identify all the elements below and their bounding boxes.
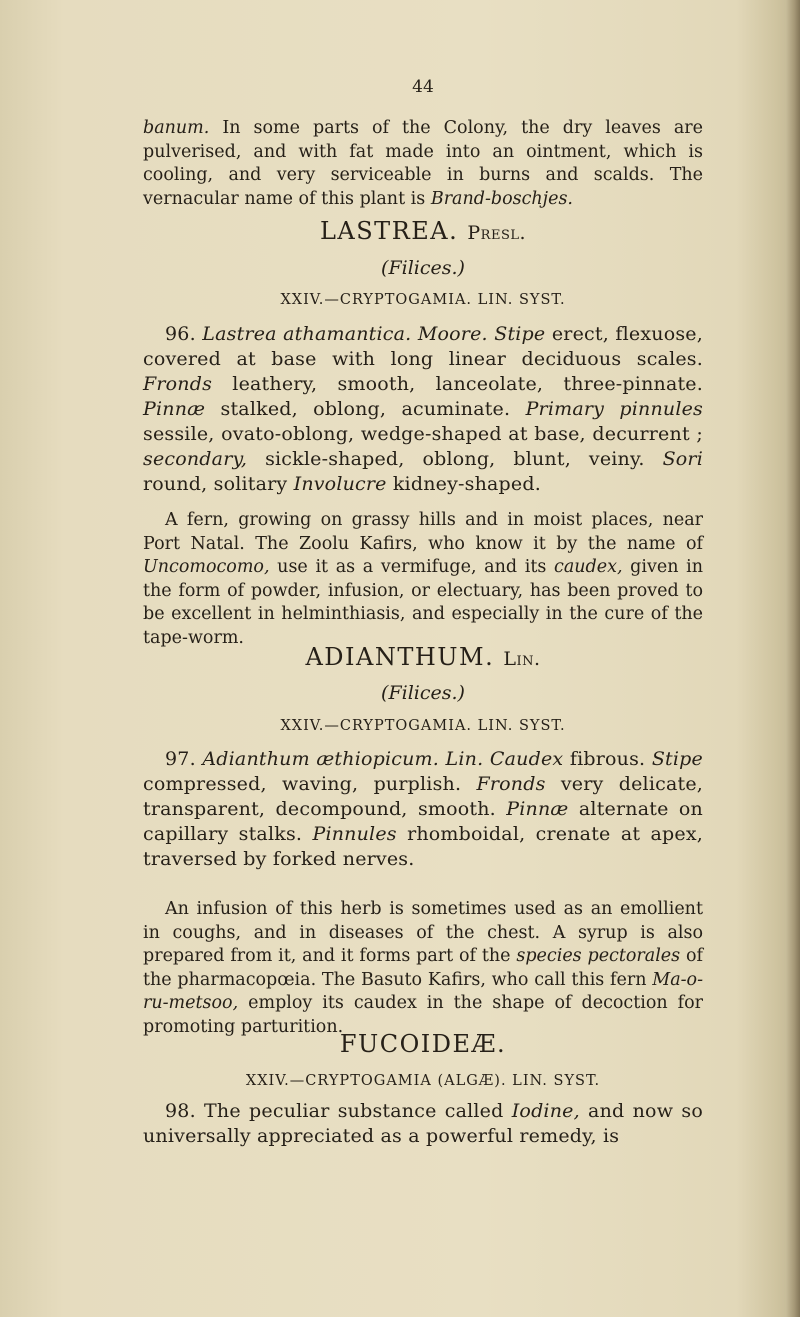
order-heading: (Filices.) — [381, 257, 465, 279]
page-edge-shadow — [786, 0, 800, 1317]
system-heading: XXIV.—CRYPTOGAMIA. LIN. SYST. — [280, 292, 566, 308]
page-number: 44 — [412, 77, 434, 97]
genus-heading-adianthum: ADIANTHUM. Lin. — [305, 643, 541, 671]
species-uses-96: A fern, growing on grassy hills and in moist places, near Port Natal. The Zoolu Kafirs, who know it by the name of Uncomocomo, use it as a vermifuge, and its caudex, given in the form of powder, infusion, or electuary, has been proved to be excellent in helminthiasis, and especially in the cure of the tape-worm. — [143, 510, 703, 648]
order-heading: (Filices.) — [381, 682, 465, 704]
species-name: Adianthum æthiopicum. — [202, 748, 439, 770]
continued-word: banum. — [143, 118, 210, 138]
species-description-97: 97. Adianthum æthiopicum. Lin. Caudex fibrous. Stipe compressed, waving, purplish. Fronds very delicate, transparent, decompound, smooth. Pinnæ alternate on capillary stalks. Pinnules rhomboidal, crenate at apex, traversed by forked nerves. — [143, 748, 704, 870]
vernacular-name: Brand-boschjes. — [430, 188, 573, 209]
continued-paragraph: banum. In some parts of the Colony, the dry leaves are pulverised, and with fat made into an ointment, which is cooling, and very serviceable in burns and scalds. The vernacular name of this plant is Brand-boschjes. — [143, 118, 703, 209]
species-uses-97: An infusion of this herb is sometimes used as an emollient in coughs, and in diseases of the chest. A syrup is also prepared from it, and it forms part of the species pectorales of the pharmacopœia. The Basuto Kafirs, who call this fern Ma-o-ru-metsoo, employ its caudex in the shape of decoction for promoting parturition. — [143, 899, 704, 1037]
genus-heading-fucoideae: FUCOIDEÆ. — [339, 1030, 507, 1058]
species-name: Lastrea athamantica. — [202, 323, 412, 345]
system-heading: XXIV.—CRYPTOGAMIA (ALGÆ). LIN. SYST. — [245, 1073, 601, 1089]
genus-heading-lastrea: LASTREA. Presl. — [319, 217, 527, 245]
system-heading: XXIV.—CRYPTOGAMIA. LIN. SYST. — [280, 718, 566, 734]
species-description-96: 96. Lastrea athamantica. Moore. Stipe erect, flexuose, covered at base with long linear deciduous scales. Fronds leathery, smooth, lanceolate, three-pinnate. Pinnæ stalked, oblong, acuminate. Primary pinnules sessile, ovato-oblong, wedge-shaped at base, decurrent ; secondary, sickle-shaped, oblong, blunt, veiny. Sori round, solitary Involucre kidney-shaped. — [143, 323, 704, 495]
species-description-98: 98. The peculiar substance called Iodine, and now so universally appreciated as a powerful remedy, is — [143, 1100, 703, 1147]
